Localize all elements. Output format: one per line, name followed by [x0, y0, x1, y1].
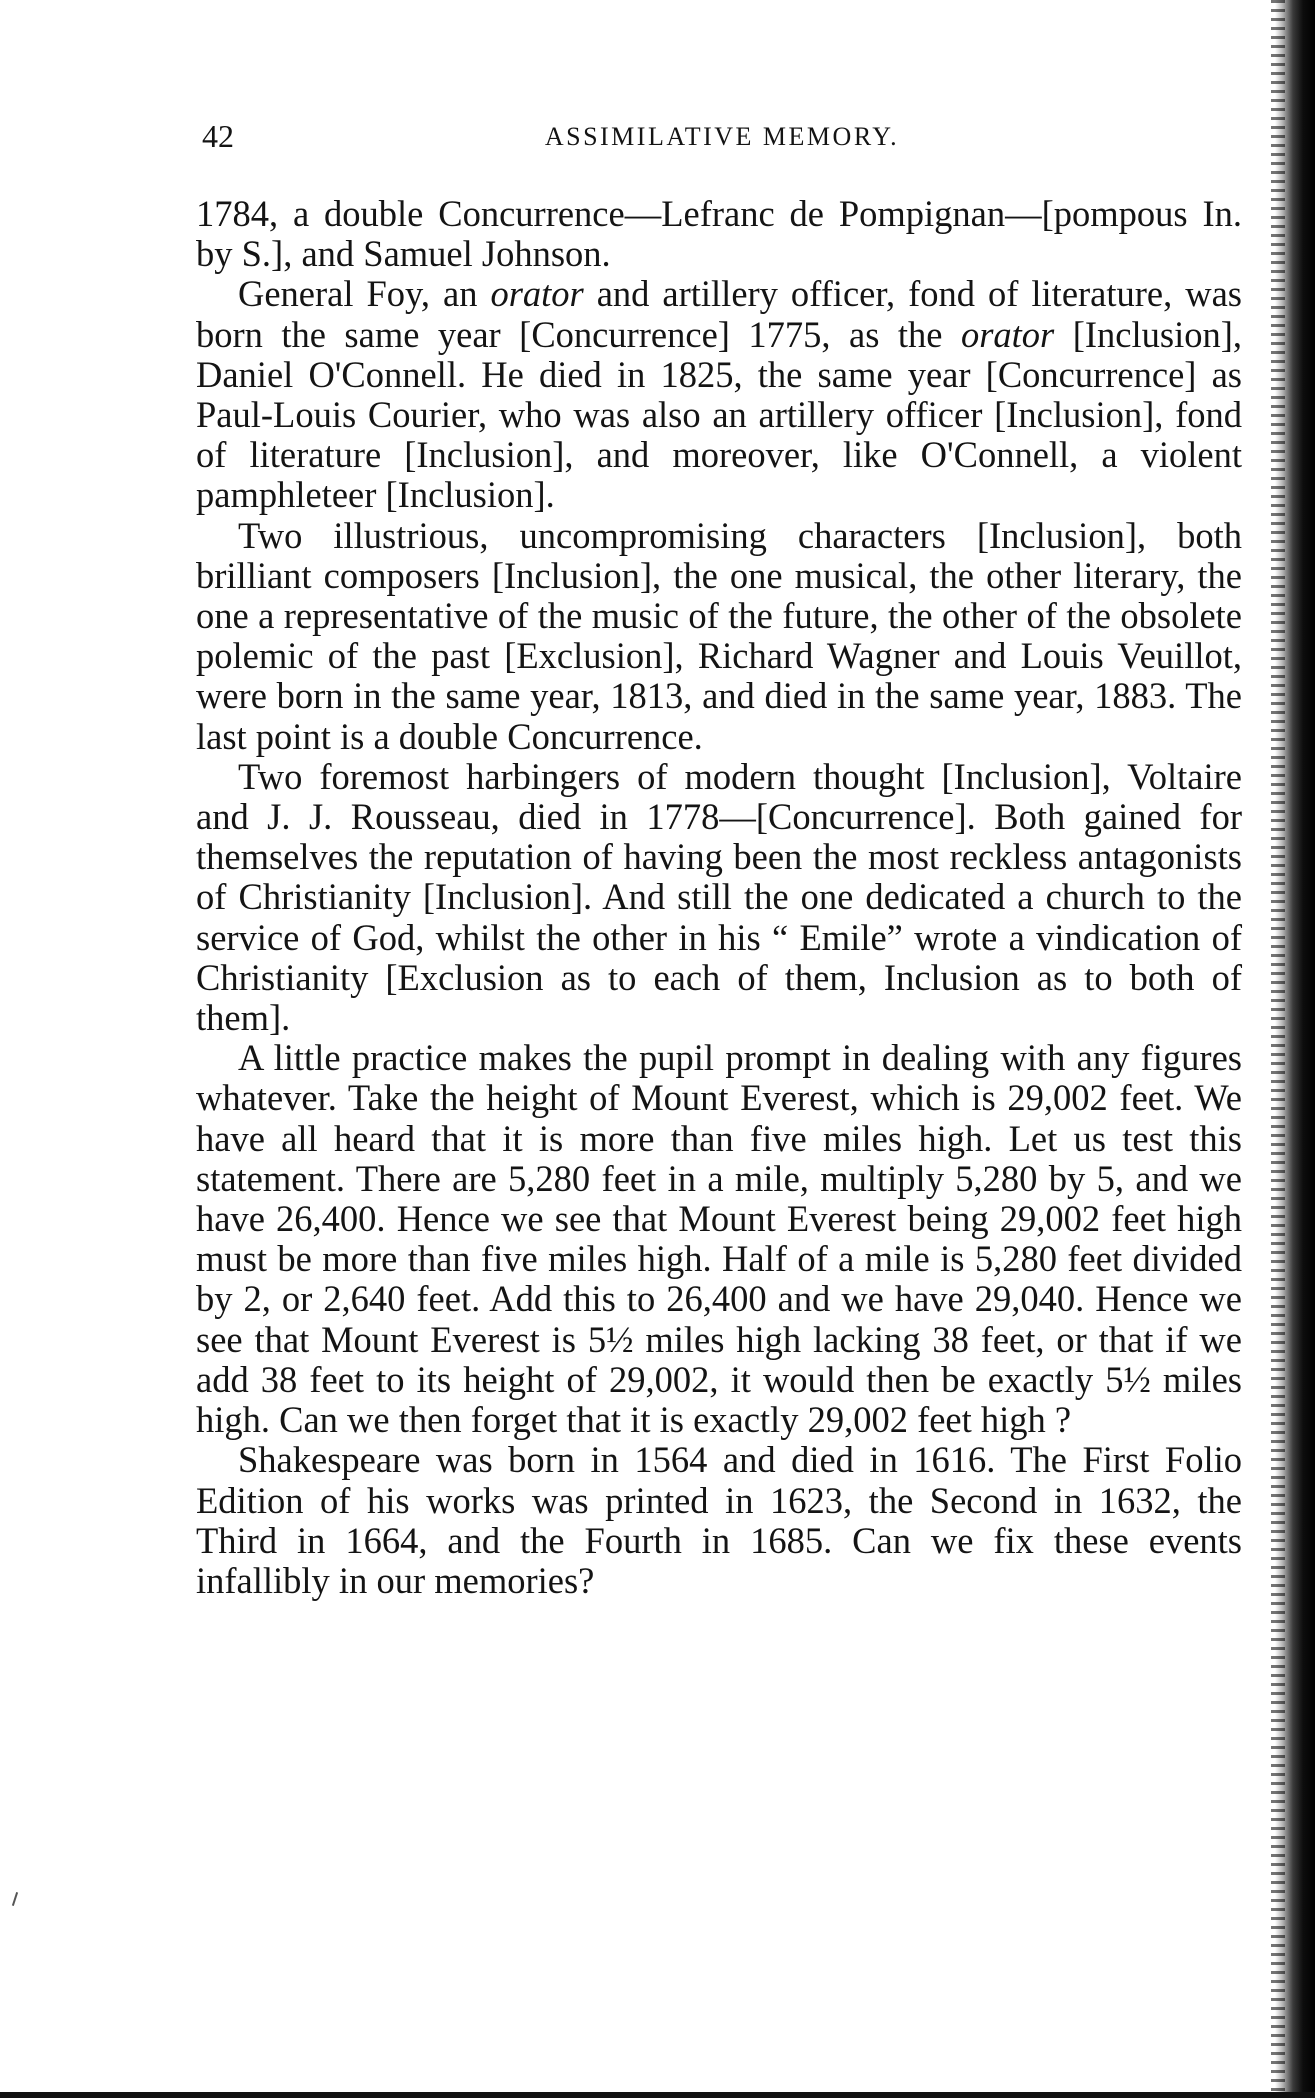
page-number: 42 — [202, 118, 234, 154]
paragraph-2 — [196, 274, 1242, 515]
paragraph-1: 1784, a double Concurrence—Lefranc de Pompignan—[pompous In. by S.], and Samuel Johnson. — [196, 193, 1242, 275]
running-head — [202, 118, 1242, 158]
stray-ink-mark — [12, 1892, 18, 1906]
paragraph-6: Shakespeare was born in 1564 and died in 1616. The First Folio Edition of his works was printed in 1623, the Second in 1632, the Third in 1664, and the Fourth in 1685. Can we fix these events infallibly in our memories? — [196, 1439, 1242, 1601]
bottom-edge-rule — [0, 2092, 1315, 2098]
paragraph-2-part-a: General Foy, an — [238, 273, 491, 315]
paragraph-5: A little practice makes the pupil prompt in dealing with any figures whatever. Take the height of Mount Everest, which is 29,002 feet. We have all heard that it is more than five miles high. Let us test this statement. There are 5,280 feet in a mile, multiply 5,280 by 5, and we have 26,400. Hence we see that Mount Everest being 29,002 feet high must be more than five miles high. Half of a mile is 5,280 feet divided by 2, or 2,640 feet. Add this to 26,400 and we have 29,040. Hence we see that Mount Everest is 5½ miles high lacking 38 feet, or that if we add 38 feet to its height of 29,002, it would then be exactly 5½ miles high. Can we then forget that it is exactly 29,002 feet high ? — [196, 1037, 1242, 1441]
paragraph-2-part-b: and artillery officer, fond of literature, was born the same year [Concurrence] 1775, as the — [196, 273, 1242, 355]
paragraph-4: Two foremost harbingers of modern thought [Inclusion], Voltaire and J. J. Rousseau, died in 1778—[Concurrence]. Both gained for themselves the reputation of having been the most reckless antagonists of Christianity [Inclusion]. And still the one dedicated a church to the service of God, whilst the other in his “ Emile” wrote a vindication of Christianity [Exclusion as to each of them, Inclusion as to both of them]. — [196, 755, 1242, 1039]
body-text — [196, 194, 1242, 1601]
italic-orator-2: orator — [960, 313, 1055, 355]
paragraph-2-part-c: [Inclusion], Daniel O'Connell. He died in 1825, the same year [Concurrence] as Paul-Louis Courier, who was also an artillery officer [Inclusion], fond of literature [Inclusion], and moreover, like O'Connell, a violent pamphleteer [Inclusion]. — [196, 313, 1242, 516]
italic-orator-1: orator — [490, 273, 584, 315]
running-title: ASSIMILATIVE MEMORY. — [544, 122, 900, 151]
page-edge-texture — [1271, 0, 1285, 2098]
paragraph-3: Two illustrious, uncompromising characters [Inclusion], both brilliant composers [Inclusion], the one musical, the other literary, the one a representative of the music of the future, the other of the obsolete polemic of the past [Exclusion], Richard Wagner and Louis Veuillot, were born in the same year, 1813, and died in the same year, 1883. The last point is a double Concurrence. — [196, 514, 1242, 757]
